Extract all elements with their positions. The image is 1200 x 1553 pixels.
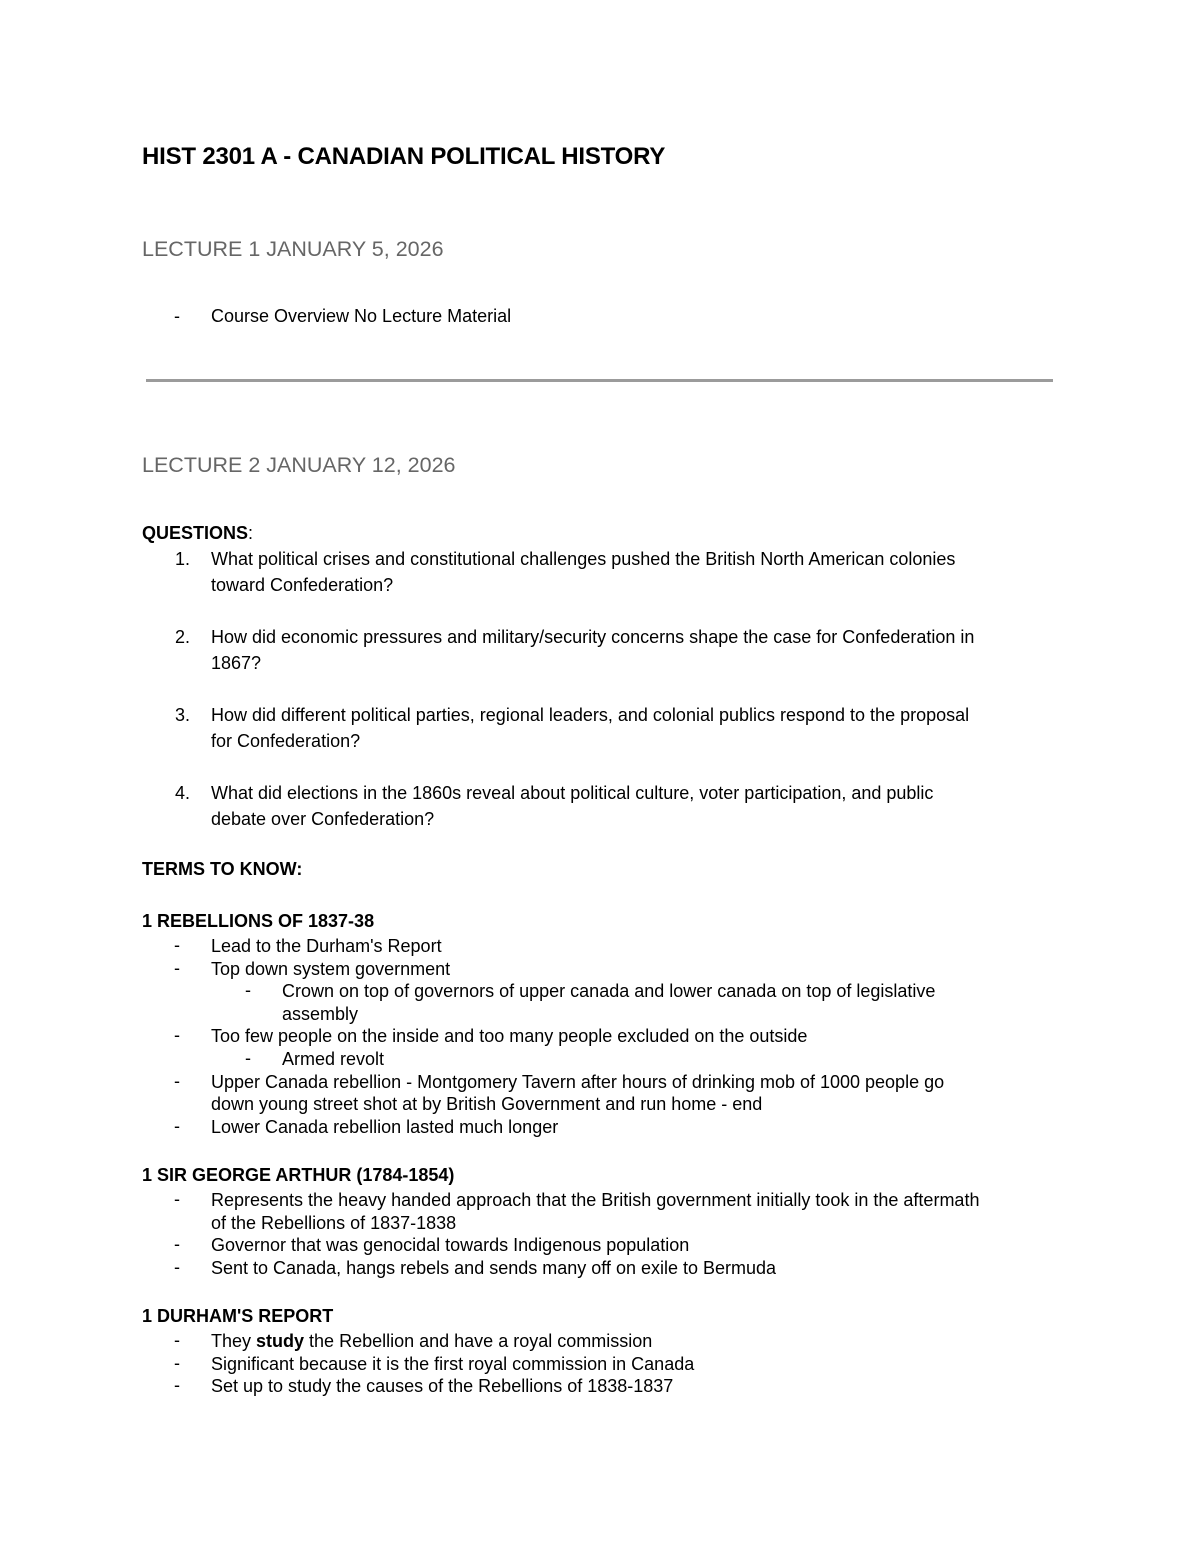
terms-heading: TERMS TO KNOW: [142, 859, 303, 879]
term-bullet: Upper Canada rebellion - Montgomery Tavern after hours of drinking mob of 1000 people go [211, 1071, 945, 1092]
bullet-dash: - [174, 957, 180, 978]
question-number: 1. [175, 549, 191, 569]
bullet-dash: - [245, 980, 251, 1001]
term-bullet: down young street shot at by British Government and run home - end [211, 1094, 763, 1115]
bullet-dash: - [174, 935, 180, 955]
emphasis-text: study [256, 1331, 305, 1351]
term-bullet: Governor that was genocidal towards Indigenous population [211, 1235, 690, 1256]
term-bullet: assembly [282, 1003, 359, 1024]
bullet-dash: - [174, 1375, 180, 1396]
bullet-dash: - [174, 1330, 180, 1350]
term-bullet: Top down system government [211, 958, 451, 979]
questions-label: QUESTIONS [142, 523, 249, 543]
term-bullet: Lower Canada rebellion lasted much longer [211, 1116, 559, 1137]
bullet-dash: - [174, 1352, 180, 1373]
bullet-dash: - [174, 1189, 180, 1209]
question-number: 3. [175, 705, 191, 725]
question-text: How did different political parties, regional leaders, and colonial publics respond to the proposal [211, 705, 970, 725]
bullet-dash: - [174, 1115, 180, 1136]
question-number: 4. [175, 783, 191, 803]
term-bullet: Too few people on the inside and too many people excluded on the outside [211, 1026, 808, 1047]
question-number: 2. [175, 627, 191, 647]
term-bullet: Lead to the Durham's Report [211, 936, 442, 956]
question-text: 1867? [211, 653, 262, 673]
horizontal-divider [146, 379, 1053, 382]
bullet-dash: - [245, 1048, 251, 1068]
document-title: HIST 2301 A - CANADIAN POLITICAL HISTORY [142, 143, 666, 170]
bullet-dash: - [174, 306, 180, 326]
questions-heading [142, 522, 253, 545]
term-bullet: Crown on top of governors of upper canada and lower canada on top of legislative [282, 981, 936, 1002]
bullet-dash: - [174, 1234, 180, 1255]
term-bullet: Significant because it is the first royal commission in Canada [211, 1353, 695, 1374]
term-bullet-text: the Rebellion and have a royal commission [304, 1331, 653, 1351]
question-text: What political crises and constitutional challenges pushed the British North American colonies [211, 549, 956, 569]
bullet-dash: - [174, 1070, 180, 1091]
question-text: toward Confederation? [211, 575, 394, 595]
questions-colon: : [248, 523, 254, 543]
question-text: debate over Confederation? [211, 809, 435, 829]
term-heading: 1 DURHAM'S REPORT [142, 1306, 334, 1326]
lecture-1-heading: LECTURE 1 JANUARY 5, 2026 [142, 237, 444, 261]
term-heading: 1 REBELLIONS OF 1837-38 [142, 911, 375, 931]
question-text: What did elections in the 1860s reveal about political culture, voter participation, and public [211, 783, 934, 803]
bullet-dash: - [174, 1256, 180, 1277]
term-bullet: Armed revolt [282, 1049, 385, 1069]
term-bullet [211, 1330, 652, 1353]
term-heading: 1 SIR GEORGE ARTHUR (1784-1854) [142, 1165, 455, 1185]
term-bullet: Represents the heavy handed approach that the British government initially took in the aftermath [211, 1190, 980, 1210]
term-bullet: of the Rebellions of 1837-1838 [211, 1212, 457, 1233]
term-bullet: Set up to study the causes of the Rebellions of 1838-1837 [211, 1376, 674, 1397]
lecture-2-heading: LECTURE 2 JANUARY 12, 2026 [142, 453, 456, 477]
bullet-dash: - [174, 1025, 180, 1046]
lecture-1-bullet: Course Overview No Lecture Material [211, 306, 512, 326]
question-text: How did economic pressures and military/security concerns shape the case for Confederation in [211, 627, 975, 647]
term-bullet-text: They [211, 1331, 257, 1351]
term-bullet: Sent to Canada, hangs rebels and sends many off on exile to Bermuda [211, 1257, 777, 1278]
question-text: for Confederation? [211, 731, 361, 751]
